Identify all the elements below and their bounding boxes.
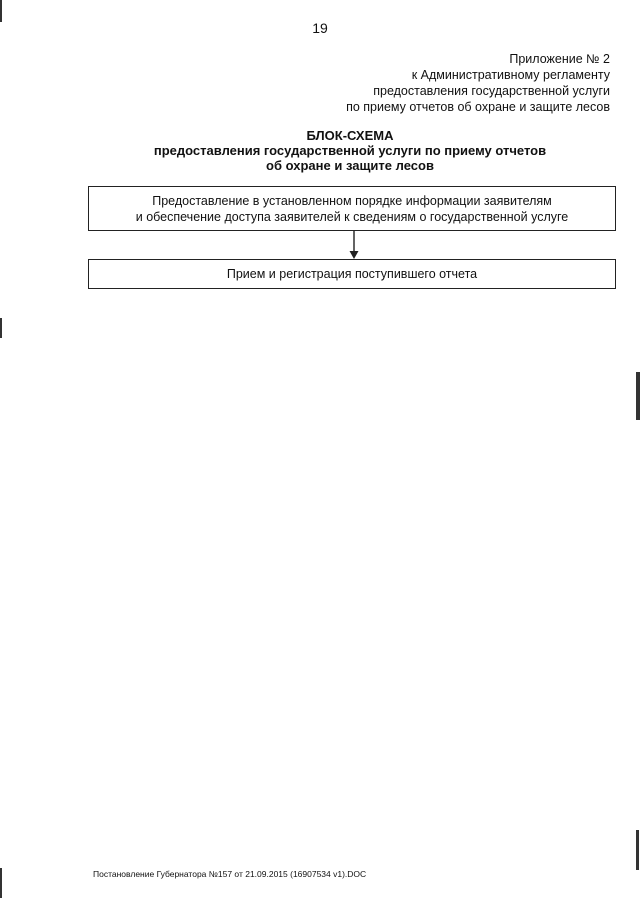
flowchart-step-1 bbox=[88, 186, 616, 231]
step-text-line: Прием и регистрация поступившего отчета bbox=[226, 267, 478, 281]
scan-edge-mark bbox=[636, 830, 639, 870]
step-text-line: и обеспечение доступа заявителей к сведениям о государственной услуге bbox=[135, 209, 569, 224]
flowchart-step-2 bbox=[88, 259, 616, 289]
appendix-note bbox=[280, 51, 610, 115]
footer-document-reference: Постановление Губернатора №157 от 21.09.2015 (16907534 v1).DOC bbox=[93, 869, 367, 879]
scan-edge-mark bbox=[0, 0, 2, 22]
page-number: 19 bbox=[312, 20, 328, 36]
appendix-line: по приему отчетов об охране и защите лесов bbox=[346, 100, 610, 114]
appendix-line: предоставления государственной услуги bbox=[373, 84, 610, 98]
document-title bbox=[0, 128, 640, 173]
scan-edge-mark bbox=[0, 868, 2, 898]
appendix-line: к Административному регламенту bbox=[411, 68, 610, 82]
scan-edge-mark bbox=[636, 372, 640, 420]
title-line: об охране и защите лесов bbox=[266, 158, 434, 173]
appendix-line: Приложение № 2 bbox=[509, 52, 610, 66]
scan-edge-mark bbox=[0, 318, 2, 338]
step-text-line: Предоставление в установленном порядке информации заявителям bbox=[152, 193, 552, 208]
flow-arrow bbox=[346, 230, 362, 260]
title-line: предоставления государственной услуги по приему отчетов bbox=[153, 143, 547, 158]
title-heading: БЛОК-СХЕМА bbox=[306, 128, 394, 143]
